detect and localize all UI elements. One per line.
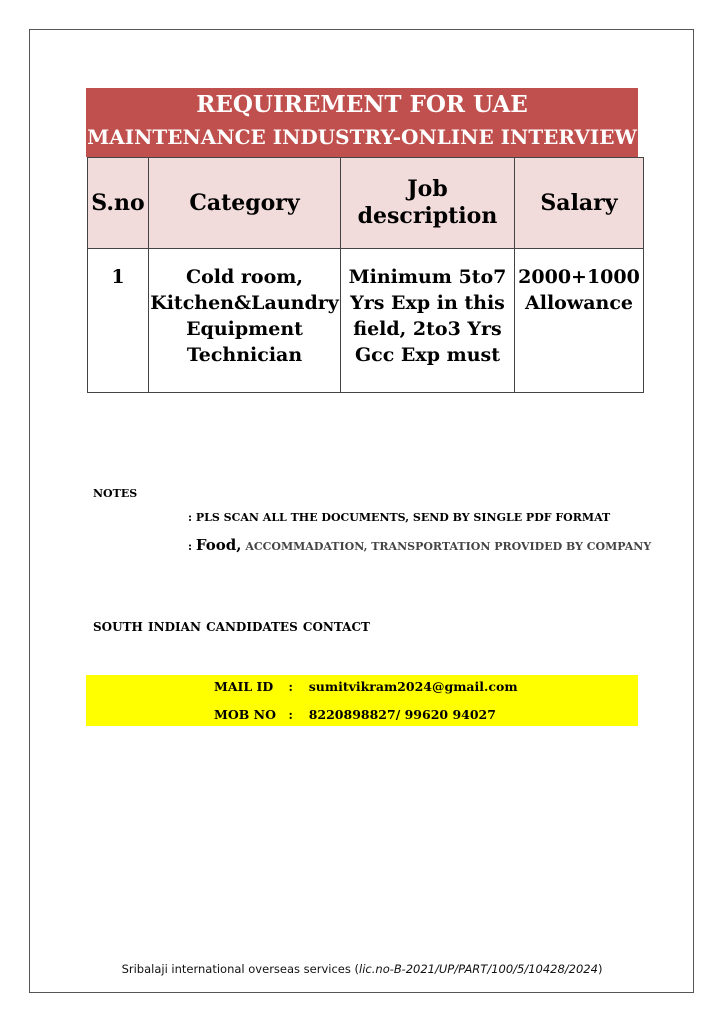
cell-category: Cold room, Kitchen&Laundry Equipment Technician — [149, 249, 341, 393]
cell-job-description: Minimum 5to7 Yrs Exp in this field, 2to3 Yrs Gcc Exp must — [341, 249, 515, 393]
page-title: REQUIREMENT FOR UAE — [196, 91, 528, 118]
table-header-row — [88, 158, 644, 249]
footer-company: Sribalaji international overseas services — [121, 962, 351, 976]
notes-heading: NOTES — [93, 487, 138, 500]
mail-value[interactable]: sumitvikram2024@gmail.com — [308, 679, 518, 694]
mail-separator: : — [288, 679, 293, 694]
footer-license: lic.no-B-2021/UP/PART/100/5/10428/2024 — [359, 962, 598, 976]
column-header-sno: S.no — [88, 158, 149, 249]
page-subtitle: MAINTENANCE INDUSTRY-ONLINE INTERVIEW — [87, 125, 637, 149]
title-banner — [86, 88, 638, 157]
column-header-salary: Salary — [515, 158, 644, 249]
mobile-separator: : — [288, 707, 293, 722]
cell-salary: 2000+1000 Allowance — [515, 249, 644, 393]
column-header-job-description: Job description — [341, 158, 515, 249]
note-benefits-prefix: : — [188, 540, 193, 553]
note-benefits — [188, 536, 651, 554]
mail-row — [214, 679, 518, 694]
note-benefits-food: Food, — [195, 536, 242, 554]
column-header-category: Category — [149, 158, 341, 249]
mobile-value[interactable]: 8220898827/ 99620 94027 — [308, 707, 496, 722]
mail-label: MAIL ID — [214, 679, 274, 694]
contact-highlight-box — [86, 675, 638, 726]
note-scan-documents: : PLS SCAN ALL THE DOCUMENTS, SEND BY SINGLE PDF FORMAT — [188, 511, 611, 524]
mobile-label: MOB NO — [214, 707, 276, 722]
footer: Sribalaji international overseas services (lic.no-B-2021/UP/PART/100/5/10428/2024) — [121, 962, 603, 976]
note-benefits-rest: ACCOMMADATION, TRANSPORTATION PROVIDED BY COMPANY — [245, 540, 652, 553]
contact-heading: SOUTH INDIAN CANDIDATES CONTACT — [93, 620, 370, 634]
cell-sno: 1 — [88, 249, 149, 393]
mobile-row — [214, 707, 496, 722]
job-table — [87, 157, 644, 393]
table-row — [88, 249, 644, 393]
